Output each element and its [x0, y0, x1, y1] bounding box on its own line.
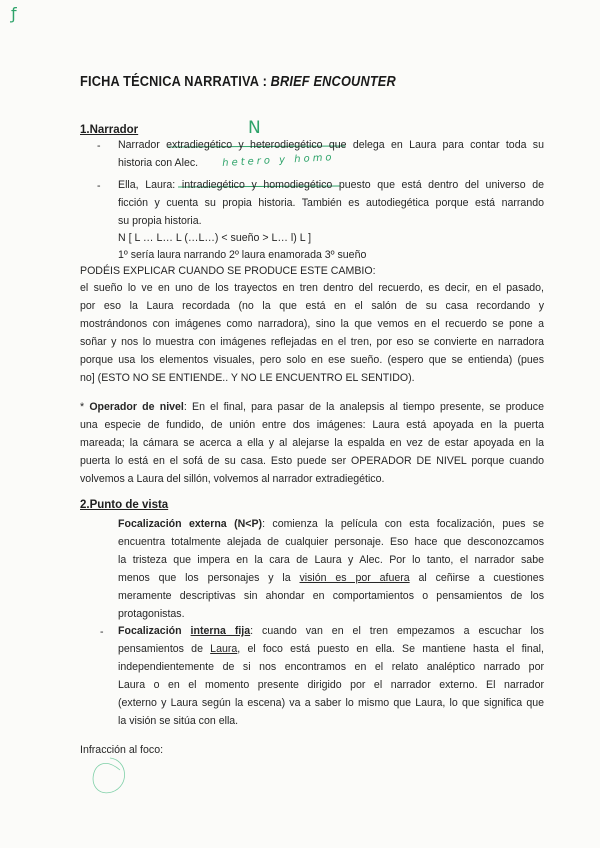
- narrador-bullet-2-line-3: su propia historia.: [118, 215, 202, 227]
- paragraph-line: una especie de fundido, de unión entre dos imágenes: Laura está apoyada en la puerta: [80, 419, 544, 431]
- operador-label: Operador de nivel: [89, 401, 184, 413]
- paragraph-line: [118, 569, 544, 587]
- paragraph-line: [118, 622, 544, 640]
- text-run: : En el final, para pasar de la analepsis al tiempo presente, se produce: [183, 401, 544, 413]
- paragraph-line: [80, 398, 544, 416]
- focalizacion-externa-label: Focalización externa (N<P): [118, 518, 263, 530]
- paragraph-line: soñar y nos lo muestra con imágenes reflejadas en el tren, por eso se convierte en narradora: [80, 336, 544, 348]
- handwritten-hetero-homo-annotation: hetero y homo: [222, 152, 335, 169]
- bullet-marker: -: [97, 140, 101, 152]
- text-run: : cuando van en el tren empezamos a escuchar los: [250, 625, 544, 637]
- narrative-level-formula: N [ L … L… L (…L…) < sueño > L… l) L ]: [118, 232, 312, 244]
- text-run: Focalización: [118, 625, 191, 637]
- paragraph-line: el sueño lo ve en uno de los trayectos en tren dentro del recuerdo, es decir, en el pasado,: [80, 282, 544, 294]
- text-run: menos que los personajes y la: [118, 572, 300, 584]
- paragraph-line: Laura o en el momento presente dirigido por el narrador externo. El narrador: [118, 679, 544, 691]
- narrador-bullet-1-line-2: historia con Alec.: [118, 157, 199, 169]
- paragraph-line: puerta lo está en el sofá de su casa. Esto puede ser OPERADOR DE NIVEL porque cuando: [80, 455, 544, 467]
- paragraph-line: (externo y Laura según la escena) va a saber lo mismo que Laura, lo que significa que: [118, 697, 544, 709]
- underlined-text: intradiegético y homodiegético: [181, 179, 333, 191]
- paragraph-line: [118, 515, 544, 533]
- paragraph-line: [118, 640, 544, 658]
- page-title: [80, 74, 396, 90]
- reviewer-question: PODÉIS EXPLICAR CUANDO SE PRODUCE ESTE CAMBIO:: [80, 265, 376, 277]
- focalizacion-interna-label: [118, 625, 250, 637]
- paragraph-line: por eso la Laura recordada (no la que está en el salón de su casa recordando y: [80, 300, 544, 312]
- text-run: pensamientos de: [118, 643, 211, 655]
- paragraph-line: porque usa los elementos visuales, pero solo en ese sueño. (espero que se entienda) (pues: [80, 354, 544, 366]
- bullet-marker: -: [100, 626, 104, 638]
- asterisk: *: [80, 401, 90, 413]
- handwritten-n-annotation: N: [248, 118, 261, 138]
- title-film: BRIEF ENCOUNTER: [270, 74, 396, 90]
- text-run: que delega en Laura para contar toda su: [322, 139, 544, 151]
- underlined-text: visión es por afuera: [299, 572, 410, 584]
- underlined-text: Laura: [210, 643, 238, 655]
- narrador-bullet-2-line-1: [118, 176, 544, 194]
- text-run: Narrador: [118, 139, 167, 151]
- paragraph-line: mareada; la cámara se acerca a ella y al alejarse la espalda en vez de estar apoyada en la: [80, 437, 544, 449]
- underlined-text: interna fija: [190, 625, 251, 637]
- section-heading-punto-de-vista: 2.Punto de vista: [80, 499, 169, 511]
- margin-pen-mark: ƒ: [11, 4, 17, 23]
- paragraph-line: mostrándonos con imágenes como narradora), sino la que vemos en el recuerdo se pone a: [80, 318, 544, 330]
- paragraph-line: la tristeza que impera en la cara de Laura y Alec. Por lo tanto, el narrador sabe: [118, 554, 544, 566]
- paragraph-line: meramente descriptivas sin ahondar en comportamientos o pensamientos de los: [118, 590, 544, 602]
- pen-loop-mark: [93, 758, 124, 793]
- text-run: : comienza la película con esta focalización, pues se: [262, 518, 544, 530]
- narrative-sequence-note: 1º sería laura narrando 2º laura enamorada 3º sueño: [118, 249, 367, 261]
- paragraph-line: no] (ESTO NO SE ENTIENDE.. Y NO LE ENCUENTRO EL SENTIDO).: [80, 372, 415, 384]
- bullet-marker: -: [97, 180, 101, 192]
- underlined-text: extradiegético y heterodiegético: [166, 139, 323, 151]
- infraccion-heading: Infracción al foco:: [80, 744, 164, 756]
- text-run: , el foco está puesto en ella. Se mantiene hasta el final,: [237, 643, 544, 655]
- narrador-bullet-1-line-1: [118, 136, 544, 154]
- text-run: al ceñirse a cuestiones: [409, 572, 544, 584]
- title-prefix: FICHA TÉCNICA NARRATIVA: [80, 74, 260, 90]
- text-run: Ella, Laura:: [118, 179, 182, 191]
- narrador-bullet-2-line-2: ficción y cuenta su propia historia. También es autodiegética porque está narrando: [118, 197, 544, 209]
- paragraph-line: la visión se sitúa con ella.: [118, 715, 239, 727]
- text-run: puesto que está dentro del universo de: [332, 179, 544, 191]
- paragraph-line: protagonistas.: [118, 608, 185, 620]
- paragraph-line: volvemos a Laura del sillón, volvemos al narrador extradiegético.: [80, 473, 385, 485]
- title-separator: :: [262, 74, 268, 90]
- paragraph-line: independientemente de si nos encontramos en el relato analéptico narrado por: [118, 661, 544, 673]
- section-heading-narrador: 1.Narrador: [80, 124, 139, 136]
- paragraph-line: encuentra totalmente alejada de cualquier personaje. Eso hace que desconozcamos: [118, 536, 544, 548]
